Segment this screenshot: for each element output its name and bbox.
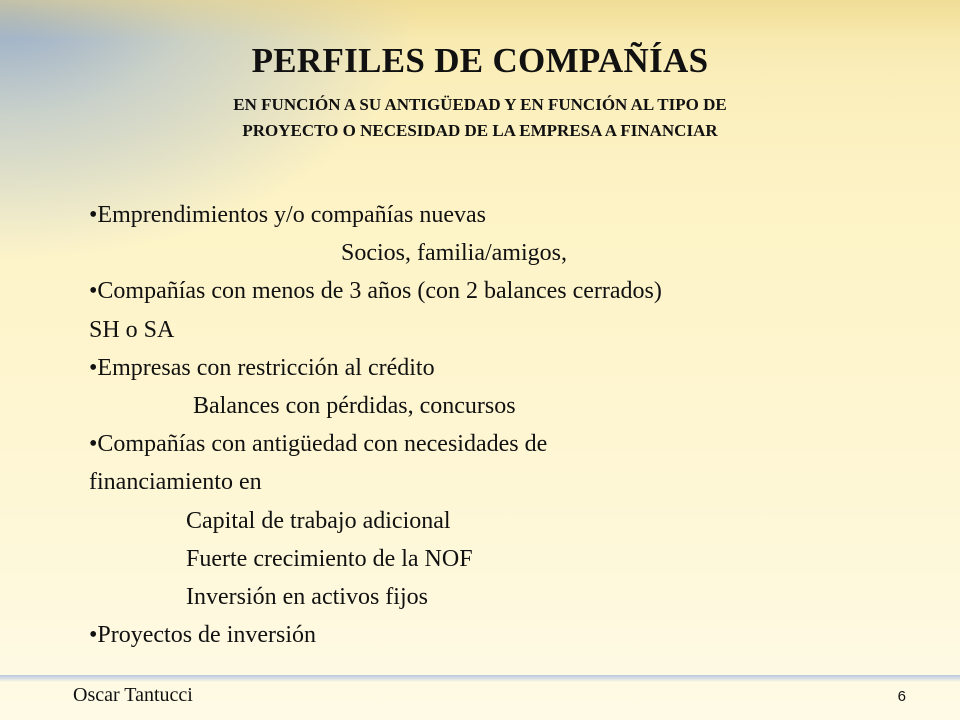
slide-subtitle bbox=[90, 92, 870, 144]
bullet-continuation: financiamiento en bbox=[89, 469, 262, 496]
page-number: 6 bbox=[897, 688, 906, 705]
bullet-item: •Empresas con restricción al crédito bbox=[89, 354, 435, 381]
subtitle-line: EN FUNCIÓN A SU ANTIGÜEDAD Y EN FUNCIÓN AL TIPO DE bbox=[233, 95, 727, 114]
footer-divider bbox=[0, 675, 960, 682]
bullet-item: •Compañías con menos de 3 años (con 2 balances cerrados) bbox=[89, 278, 662, 305]
bullet-item: •Emprendimientos y/o compañías nuevas bbox=[89, 202, 486, 228]
bullet-list bbox=[89, 196, 909, 654]
bullet-subitem: Inversión en activos fijos bbox=[186, 584, 428, 611]
bullet-continuation: SH o SA bbox=[89, 316, 175, 343]
bullet-subitem: Socios, familia/amigos, bbox=[341, 240, 567, 267]
decorative-top-band bbox=[0, 0, 960, 40]
bullet-subitem: Balances con pérdidas, concursos bbox=[193, 393, 516, 420]
subtitle-line: PROYECTO O NECESIDAD DE LA EMPRESA A FINANCIAR bbox=[242, 121, 718, 140]
bullet-item: •Proyectos de inversión bbox=[89, 622, 317, 649]
bullet-subitem: Capital de trabajo adicional bbox=[186, 507, 451, 534]
bullet-item: •Compañías con antigüedad con necesidades de bbox=[89, 431, 548, 458]
bullet-subitem: Fuerte crecimiento de la NOF bbox=[186, 545, 473, 572]
footer-author: Oscar Tantucci bbox=[73, 684, 193, 706]
slide-title: PERFILES DE COMPAÑÍAS bbox=[251, 41, 709, 80]
